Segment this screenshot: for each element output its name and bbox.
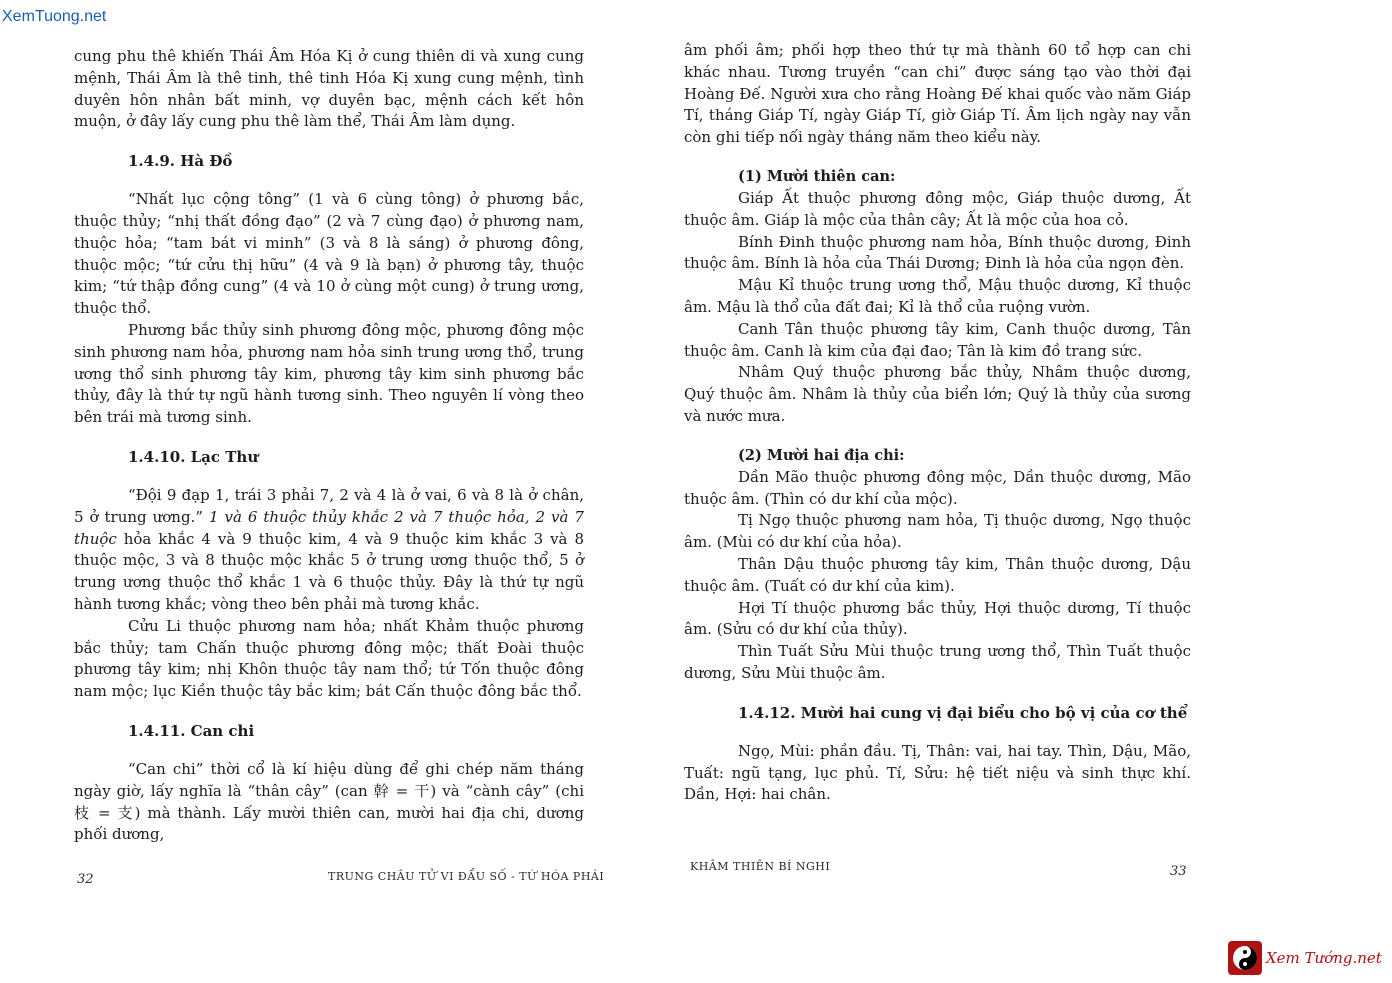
running-footer-left: TRUNG CHÂU TỬ VI ĐẨU SỐ - TỨ HÓA PHÁI: [328, 870, 605, 883]
paragraph-rest: hỏa khắc 4 và 9 thuộc kim, 4 và 9 thuộc kim khắc 3 và 8 thuộc mộc, 3 và 8 thuộc mộc khắc 5 ở trung ương thuộc thổ, 5 ở trung ương thuộc thổ khắc 1 và 6 thuộc thủy. Đây là thứ tự ngũ hành tương khắc; vòng theo bên phải mà tương khắc.: [74, 529, 584, 613]
paragraph: cung phu thê khiến Thái Âm Hóa Kị ở cung thiên di và xung cung mệnh, Thái Âm là thê tinh, thê tinh Hóa Kị xung cung mệnh, tình duyên hôn nhân bất minh, vợ duyên bạc, mệnh cách kết hôn muộn, ở đây lấy cung phu thê làm thể, Thái Âm làm dụng.: [74, 47, 584, 131]
paragraph-italic: 1 và 6 thuộc thủy khắc 2 và 7 thuộc hỏa, 2 và 7 thuộc: [74, 507, 584, 548]
paragraph: “Nhất lục cộng tông” (1 và 6 cùng tông) ở phương bắc, thuộc thủy; “nhị thất đồng đạo” (2 và 7 cùng đạo) ở phương nam, thuộc hỏa; “tam bát vi minh” (3 và 8 là sáng) ở phương đông, thuộc mộc; “tứ cửu thị hữu” (4 và 9 là bạn) ở phương tây, thuộc kim; “tứ thập đồng cung” (4 và 10 ở cùng một cung) ở trung ương, thuộc thổ.: [74, 190, 584, 318]
paragraph: Nhâm Quý thuộc phương bắc thủy, Nhâm thuộc dương, Quý thuộc âm. Nhâm là thủy của biển lớn; Quý là thủy của sương và nước mưa.: [684, 363, 1191, 425]
page-number-left: 32: [77, 872, 94, 887]
left-page: [74, 46, 584, 846]
paragraph: Canh Tân thuộc phương tây kim, Canh thuộc dương, Tân thuộc âm. Canh là kim của đại đao; Tân là kim đồ trang sức.: [684, 319, 1191, 360]
paragraph: Phương bắc thủy sinh phương đông mộc, phương đông mộc sinh phương nam hỏa, phương nam hỏa sinh trung ương thổ, trung ương thổ sinh phương tây kim, phương tây kim sinh phương bắc thủy, đây là thứ tự ngũ hành tương sinh. Theo nguyên lí vòng theo bên trái mà tương sinh.: [74, 320, 584, 427]
section-heading: 1.4.9. Hà Đồ: [128, 152, 233, 171]
logo-text: Xem Tướng.net: [1266, 949, 1382, 967]
paragraph: âm phối âm; phối hợp theo thứ tự mà thành 60 tổ hợp can chi khác nhau. Tương truyền “can chi” được sáng tạo vào thời đại Hoàng Đế. Người xưa cho rằng Hoàng Đế khai quốc vào năm Giáp Tí, tháng Giáp Tí, ngày Giáp Tí, giờ Giáp Tí. Âm lịch ngày nay vẫn còn ghi tiếp nối ngày tháng năm theo kiểu này.: [684, 41, 1191, 147]
paragraph: Cửu Li thuộc phương nam hỏa; nhất Khảm thuộc phương bắc thủy; tam Chấn thuộc phương đông mộc; thất Đoài thuộc phương tây kim; nhị Khôn thuộc tây nam thổ; tứ Tốn thuộc đông nam mộc; lục Kiền thuộc tây bắc kim; bát Cấn thuộc đông bắc thổ.: [74, 616, 584, 701]
page-number-right: 33: [1170, 864, 1187, 879]
paragraph-quote: “Đội 9 đạp 1, trái 3 phải 7, 2 và 4 là ở vai, 6 và 8 là ở chân, 5 ở trung ương.”: [74, 485, 584, 526]
paragraph: Bính Đinh thuộc phương nam hỏa, Bính thuộc dương, Đinh thuộc âm. Bính là hỏa của Thái Dương; Đinh là hỏa của ngọn đèn.: [684, 232, 1191, 273]
site-watermark: XemTuong.net: [2, 8, 107, 25]
paragraph: Ngọ, Mùi: phần đầu. Tị, Thân: vai, hai tay. Thìn, Dậu, Mão, Tuất: ngũ tạng, lục phủ. Tí, Sửu: hệ tiết niệu và sinh thực khí. Dần, Hợi: hai chân.: [684, 741, 1191, 804]
paragraph: Hợi Tí thuộc phương bắc thủy, Hợi thuộc dương, Tí thuộc âm. (Sửu có dư khí của thủy).: [684, 598, 1191, 639]
section-heading: 1.4.12. Mười hai cung vị đại biểu cho bộ vị của cơ thể: [738, 703, 1188, 722]
sub-heading: (1) Mười thiên can:: [738, 167, 896, 185]
sub-heading: (2) Mười hai địa chi:: [738, 446, 905, 464]
paragraph: Dần Mão thuộc phương đông mộc, Dần thuộc dương, Mão thuộc âm. (Thìn có dư khí của mộc).: [684, 467, 1191, 508]
paragraph: “Can chi” thời cổ là kí hiệu dùng để ghi chép năm tháng ngày giờ, lấy nghĩa là “thân cây” (can 幹 = 干) và “cành cây” (chi 枝 = 支) mà thành. Lấy mười thiên can, mười hai địa chi, dương phối dương,: [74, 759, 584, 844]
section-heading: 1.4.11. Can chi: [128, 721, 255, 740]
paragraph: Mậu Kỉ thuộc trung ương thổ, Mậu thuộc dương, Kỉ thuộc âm. Mậu là thổ của đất đai; Kỉ là thổ của ruộng vườn.: [684, 276, 1191, 316]
paragraph: Thìn Tuất Sửu Mùi thuộc trung ương thổ, Thìn Tuất thuộc dương, Sửu Mùi thuộc âm.: [684, 642, 1191, 682]
site-logo: [1228, 936, 1392, 980]
paragraph: [74, 485, 584, 616]
running-footer-right: KHÂM THIÊN BÍ NGHI: [690, 860, 831, 873]
paragraph: Tị Ngọ thuộc phương nam hỏa, Tị thuộc dương, Ngọ thuộc âm. (Mùi có dư khí của hỏa).: [684, 511, 1191, 552]
yin-yang-icon: [1228, 941, 1262, 975]
right-page: [684, 40, 1191, 806]
paragraph: Thân Dậu thuộc phương tây kim, Thân thuộc dương, Dậu thuộc âm. (Tuất có dư khí của kim).: [684, 554, 1191, 595]
paragraph: Giáp Ất thuộc phương đông mộc, Giáp thuộc dương, Ất thuộc âm. Giáp là mộc của thân cây; Ất là mộc của hoa cỏ.: [684, 188, 1191, 229]
section-heading: 1.4.10. Lạc Thư: [128, 447, 259, 466]
